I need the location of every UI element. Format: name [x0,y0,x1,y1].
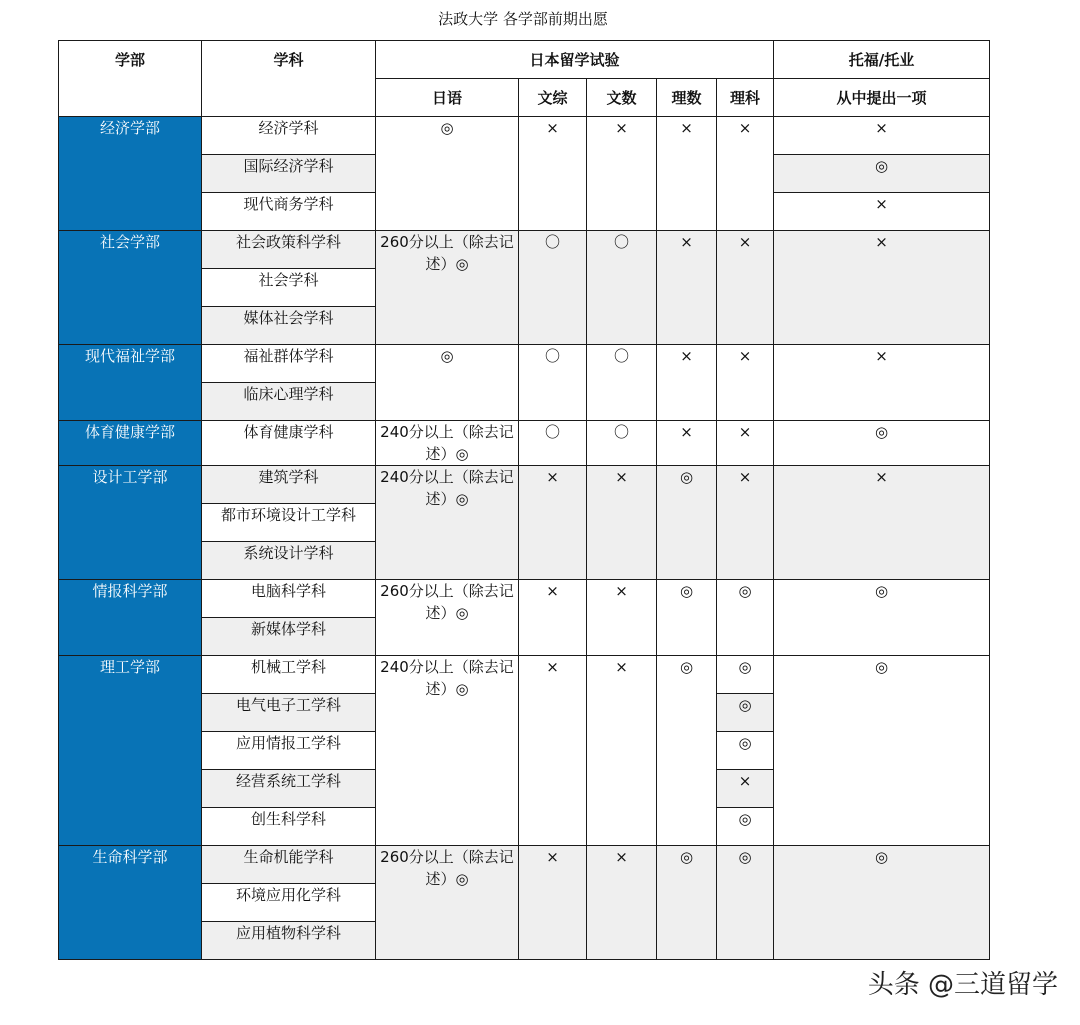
table-row [59,345,990,383]
table-row [59,846,990,884]
rika-cell: × [717,421,774,466]
header-faculty: 学部 [59,41,202,117]
bunsu-cell: × [587,846,657,960]
faculty-cell: 现代福祉学部 [59,345,202,421]
faculty-cell: 理工学部 [59,656,202,846]
page-title: 法政大学 各学部前期出愿 [438,10,608,28]
table-row [59,231,990,269]
faculty-cell: 生命科学部 [59,846,202,960]
header-rika: 理科 [717,79,774,117]
bunso-cell: × [519,846,587,960]
header-bunso: 文综 [519,79,587,117]
dept-cell: 社会政策科学科 [202,231,376,269]
jp-cell: 240分以上（除去记述）◎ [376,466,519,580]
watermark: 头条 @三道留学 [867,970,1058,1000]
bunso-cell: × [519,117,587,231]
dept-cell: 新媒体学科 [202,618,376,656]
risu-cell: ◎ [657,466,717,580]
risu-cell: ◎ [657,580,717,656]
bunso-cell: 〇 [519,345,587,421]
header-risu: 理数 [657,79,717,117]
header-dept: 学科 [202,41,376,117]
rika-cell: ◎ [717,694,774,732]
rika-cell: ◎ [717,580,774,656]
bunsu-cell: 〇 [587,421,657,466]
bunso-cell: 〇 [519,231,587,345]
dept-cell: 现代商务学科 [202,193,376,231]
bunso-cell: 〇 [519,421,587,466]
dept-cell: 都市环境设计工学科 [202,504,376,542]
faculty-cell: 社会学部 [59,231,202,345]
header-bunsu: 文数 [587,79,657,117]
dept-cell: 经济学科 [202,117,376,155]
rika-cell: × [717,117,774,231]
header-toefl: 托福/托业 [774,41,990,79]
faculty-cell: 体育健康学部 [59,421,202,466]
risu-cell: × [657,421,717,466]
table-body [59,117,990,960]
toefl-cell: ◎ [774,846,990,960]
rika-cell: ◎ [717,656,774,694]
bunsu-cell: 〇 [587,345,657,421]
dept-cell: 国际经济学科 [202,155,376,193]
bunsu-cell: × [587,466,657,580]
rika-cell: ◎ [717,732,774,770]
toefl-cell: ◎ [774,421,990,466]
toefl-cell: × [774,466,990,580]
toefl-cell: × [774,231,990,345]
table-row [59,421,990,466]
toefl-cell: × [774,345,990,421]
bunsu-cell: × [587,656,657,846]
jp-cell: 240分以上（除去记述）◎ [376,421,519,466]
table-row [59,580,990,618]
toefl-cell: ◎ [774,155,990,193]
rika-cell: ◎ [717,846,774,960]
jp-cell: ◎ [376,117,519,231]
bunsu-cell: 〇 [587,231,657,345]
faculty-cell: 设计工学部 [59,466,202,580]
table-row [59,117,990,155]
jp-cell: 260分以上（除去记述）◎ [376,846,519,960]
header-jp: 日语 [376,79,519,117]
table-row [59,466,990,504]
toefl-cell: × [774,193,990,231]
jp-cell: ◎ [376,345,519,421]
dept-cell: 环境应用化学科 [202,884,376,922]
risu-cell: × [657,345,717,421]
dept-cell: 应用植物科学科 [202,922,376,960]
faculty-cell: 情报科学部 [59,580,202,656]
rika-cell: × [717,231,774,345]
jp-cell: 260分以上（除去记述）◎ [376,580,519,656]
dept-cell: 体育健康学科 [202,421,376,466]
toefl-cell: ◎ [774,656,990,846]
jp-cell: 240分以上（除去记述）◎ [376,656,519,846]
dept-cell: 建筑学科 [202,466,376,504]
dept-cell: 媒体社会学科 [202,307,376,345]
dept-cell: 电气电子工学科 [202,694,376,732]
rika-cell: × [717,466,774,580]
bunso-cell: × [519,656,587,846]
rika-cell: ◎ [717,808,774,846]
dept-cell: 社会学科 [202,269,376,307]
toefl-cell: ◎ [774,580,990,656]
bunsu-cell: × [587,117,657,231]
dept-cell: 机械工学科 [202,656,376,694]
header-eju: 日本留学试验 [376,41,774,79]
dept-cell: 创生科学科 [202,808,376,846]
dept-cell: 经营系统工学科 [202,770,376,808]
toefl-cell: × [774,117,990,155]
risu-cell: ◎ [657,846,717,960]
faculty-cell: 经济学部 [59,117,202,231]
bunso-cell: × [519,466,587,580]
dept-cell: 应用情报工学科 [202,732,376,770]
dept-cell: 福祉群体学科 [202,345,376,383]
dept-cell: 临床心理学科 [202,383,376,421]
risu-cell: ◎ [657,656,717,846]
admission-table [58,40,990,960]
rika-cell: × [717,770,774,808]
table-row [59,656,990,694]
dept-cell: 电脑科学科 [202,580,376,618]
header-pick-one: 从中提出一项 [774,79,990,117]
bunsu-cell: × [587,580,657,656]
risu-cell: × [657,117,717,231]
rika-cell: × [717,345,774,421]
bunso-cell: × [519,580,587,656]
dept-cell: 生命机能学科 [202,846,376,884]
risu-cell: × [657,231,717,345]
jp-cell: 260分以上（除去记述）◎ [376,231,519,345]
dept-cell: 系统设计学科 [202,542,376,580]
